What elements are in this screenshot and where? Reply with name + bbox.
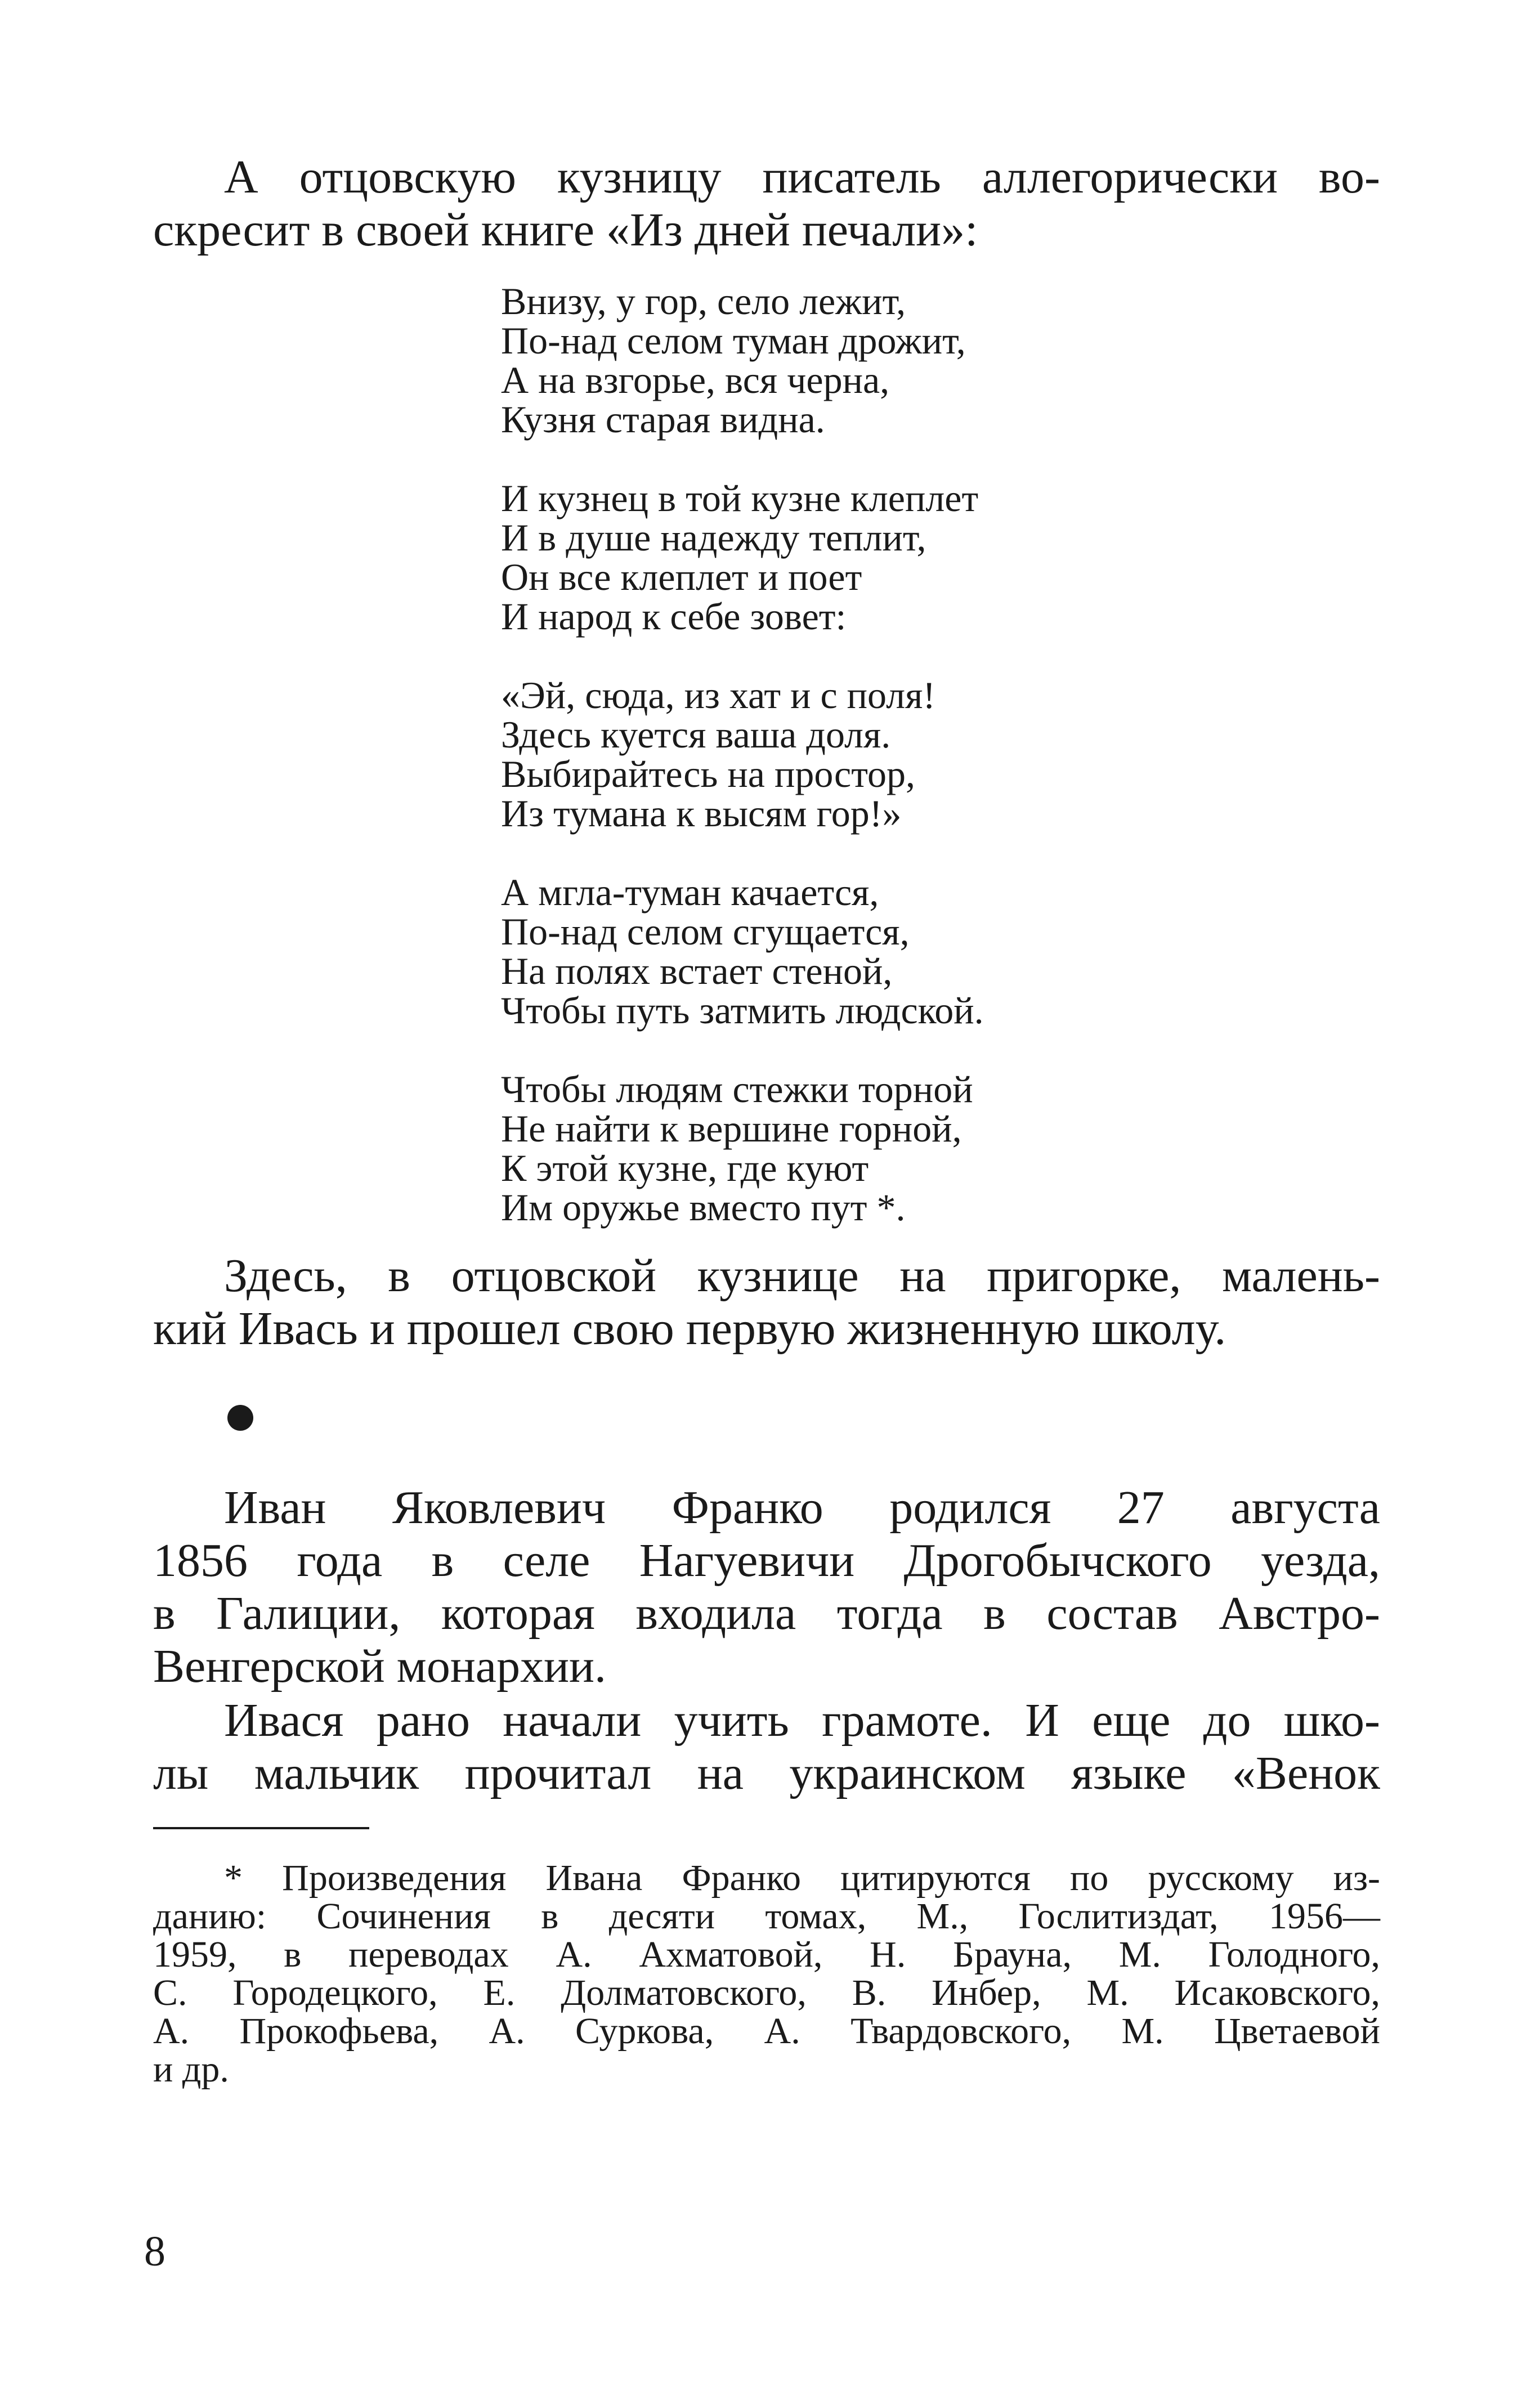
biography-paragraph-2 xyxy=(153,1694,1380,1800)
poem-stanza xyxy=(501,1069,1233,1227)
text-line: скресит в своей книге «Из дней печали»: xyxy=(153,204,978,256)
intro-paragraph xyxy=(153,151,1380,257)
poem-verse: На полях встает стеной, xyxy=(501,950,893,992)
poem-verse: А мгла-туман качается, xyxy=(501,871,879,914)
poem-stanza xyxy=(501,872,1233,1030)
footnote-line: С. Городецкого, Е. Долматовского, В. Инбер, М. Исаковского, xyxy=(153,1972,1380,2013)
poem-stanza xyxy=(501,675,1233,833)
text-line: Иван Яковлевич Франко родился 27 августа xyxy=(224,1481,1380,1534)
poem-verse: «Эй, сюда, из хат и с поля! xyxy=(501,674,936,717)
text-line: кий Ивась и прошел свою первую жизненную школу. xyxy=(153,1302,1226,1355)
poem-verse: Он все клеплет и поет xyxy=(501,556,862,598)
poem-verse: По-над селом туман дрожит, xyxy=(501,319,966,362)
poem-verse: Не найти к вершине горной, xyxy=(501,1107,962,1150)
text-line: в Галиции, которая входила тогда в состав Австро- xyxy=(153,1587,1380,1640)
poem-verse: Им оружье вместо пут *. xyxy=(501,1186,906,1229)
text-line: 1856 года в селе Нагуевичи Дрогобычского уезда, xyxy=(153,1534,1380,1587)
poem-verse: И в душе надежду теплит, xyxy=(501,516,926,559)
text-line: Здесь, в отцовской кузнице на пригорке, малень- xyxy=(224,1250,1380,1302)
footnote-line: 1959, в переводах А. Ахматовой, Н. Брауна, М. Голодного, xyxy=(153,1934,1380,1975)
poem-stanza xyxy=(501,478,1233,636)
poem-verse: Выбирайтесь на простор, xyxy=(501,753,916,795)
footnote-line: * Произведения Ивана Франко цитируются по русскому из- xyxy=(224,1857,1380,1899)
footnote-line: и др. xyxy=(153,2049,229,2090)
footnote-line: А. Прокофьева, А. Суркова, А. Твардовского, М. Цветаевой xyxy=(153,2011,1380,2052)
poem xyxy=(501,281,1233,1266)
text-line: Ивася рано начали учить грамоте. И еще до шко- xyxy=(224,1694,1380,1747)
poem-verse: А на взгорье, вся черна, xyxy=(501,359,890,401)
poem-stanza xyxy=(501,281,1233,439)
text-line: Венгерской монархии. xyxy=(153,1640,606,1692)
footnote-line: данию: Сочинения в десяти томах, М., Гослитиздат, 1956— xyxy=(153,1896,1380,1937)
poem-verse: Внизу, у гор, село лежит, xyxy=(501,280,906,323)
poem-verse: Кузня старая видна. xyxy=(501,398,825,441)
poem-verse: Здесь куется ваша доля. xyxy=(501,713,891,756)
poem-verse: И кузнец в той кузне клеплет xyxy=(501,477,979,520)
poem-verse: И народ к себе зовет: xyxy=(501,595,847,638)
biography-paragraph-1 xyxy=(153,1481,1380,1693)
footnote-divider xyxy=(153,1827,369,1829)
page-number: 8 xyxy=(144,2228,165,2275)
text-line: А отцовскую кузницу писатель аллегорически во- xyxy=(224,151,1380,203)
footnote xyxy=(153,1859,1380,2089)
section-bullet-icon xyxy=(227,1405,253,1431)
poem-verse: Чтобы путь затмить людской. xyxy=(501,989,984,1032)
poem-verse: По-над селом сгущается, xyxy=(501,910,910,953)
poem-verse: Чтобы людям стежки торной xyxy=(501,1068,973,1111)
poem-verse: К этой кузне, где куют xyxy=(501,1147,869,1189)
poem-verse: Из тумана к высям гор!» xyxy=(501,792,902,835)
after-poem-paragraph xyxy=(153,1250,1380,1355)
text-line: лы мальчик прочитал на украинском языке «Венок xyxy=(153,1747,1380,1799)
